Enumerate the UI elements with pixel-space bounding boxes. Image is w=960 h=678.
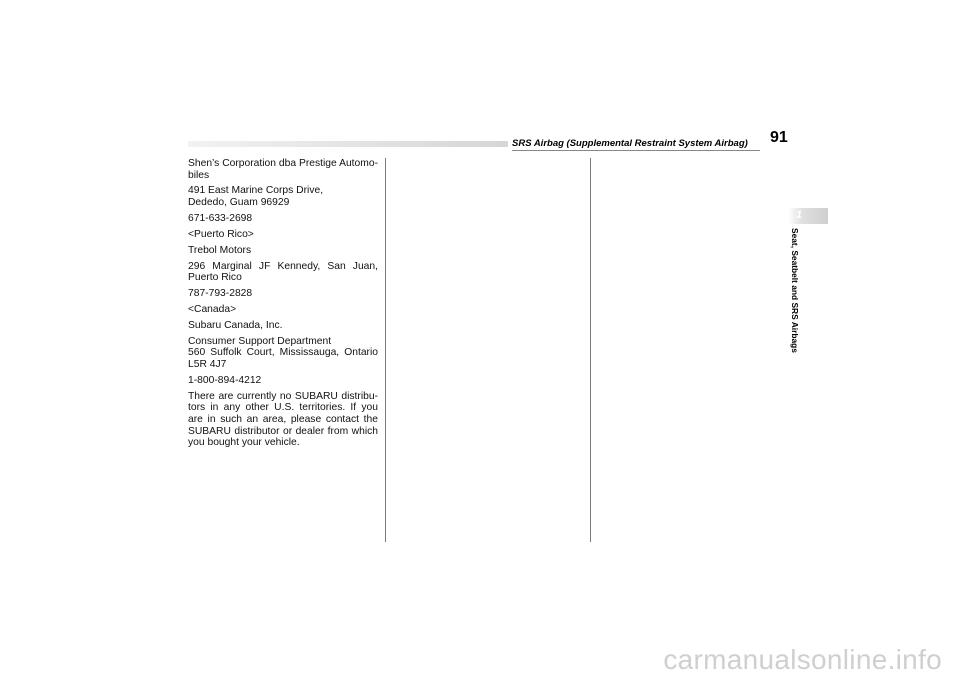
chapter-number: 1 xyxy=(796,209,803,221)
main-text-column xyxy=(188,158,378,453)
column-divider xyxy=(385,158,386,542)
paragraph-dealer-name: Shen’s Corporation dba Prestige Automo-biles xyxy=(188,158,378,181)
chapter-side-label: Seat, Seatbelt and SRS Airbags xyxy=(790,228,800,353)
paragraph-phone: 671-633-2698 xyxy=(188,212,253,224)
paragraph-region-heading: <Puerto Rico> xyxy=(188,228,254,240)
paragraph-address: Consumer Support Department 560 Suffolk Court, Mississauga, Ontario L5R 4J7 xyxy=(188,335,378,370)
page-header-title: SRS Airbag (Supplemental Restraint System Airbag) xyxy=(512,138,748,149)
column-divider xyxy=(590,158,591,542)
paragraph-address: 491 East Marine Corps Drive, Dededo, Guam 96929 xyxy=(188,185,324,209)
paragraph-dealer-name: Trebol Motors xyxy=(188,244,252,256)
page-number: 91 xyxy=(770,129,788,146)
paragraph-address: 296 Marginal JF Kennedy, San Juan, Puerto Rico xyxy=(188,260,378,284)
paragraph-phone: 1-800-894-4212 xyxy=(188,374,262,386)
header-underline xyxy=(512,150,760,151)
paragraph-region-heading: <Canada> xyxy=(188,304,237,316)
header-gradient-bar xyxy=(188,141,508,147)
paragraph-phone: 787-793-2828 xyxy=(188,288,253,300)
paragraph-notice: There are currently no SUBARU distribu-tors in any other U.S. territories. If you are in such an area, please contact the SUBARU distributor or dealer from which you bought your vehicle. xyxy=(188,390,378,449)
chapter-tab xyxy=(788,208,828,224)
paragraph-dealer-name: Subaru Canada, Inc. xyxy=(188,319,283,331)
watermark-text: carmanualsonline.info xyxy=(663,644,942,675)
